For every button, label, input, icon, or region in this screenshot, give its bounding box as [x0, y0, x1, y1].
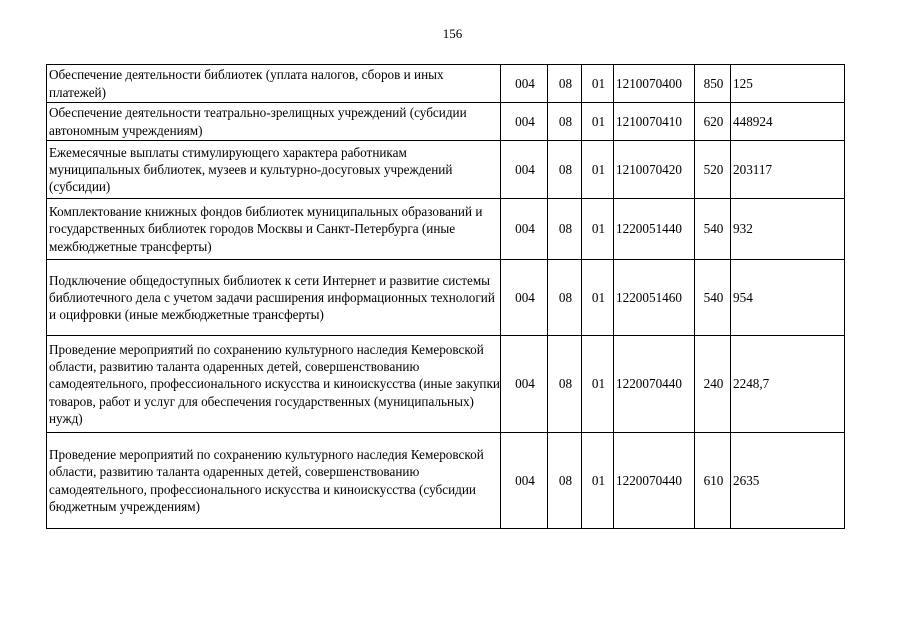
target-article-code: 1220051460	[614, 260, 695, 336]
budget-table	[46, 64, 845, 529]
amount: 125	[731, 65, 845, 103]
table-row	[47, 199, 845, 260]
expense-name: Проведение мероприятий по сохранению культурного наследия Кемеровской области, развитию таланта одаренных детей, совершенствованию самодеятельного, профессионального искусства и киноискусства (иные закупки товаров, работ и услуг для обеспечения государственных (муниципальных) нужд)	[47, 336, 501, 433]
department-code: 004	[501, 260, 548, 336]
expense-name: Ежемесячные выплаты стимулирующего характера работникам муниципальных библиотек, музеев и культурно-досуговых учреждений (субсидии)	[47, 141, 501, 199]
expense-type-code: 610	[695, 433, 731, 529]
section-code: 08	[548, 141, 582, 199]
amount: 932	[731, 199, 845, 260]
amount: 2635	[731, 433, 845, 529]
expense-type-code: 540	[695, 260, 731, 336]
subsection-code: 01	[582, 65, 614, 103]
subsection-code: 01	[582, 199, 614, 260]
table-row	[47, 336, 845, 433]
subsection-code: 01	[582, 103, 614, 141]
department-code: 004	[501, 199, 548, 260]
target-article-code: 1220070440	[614, 336, 695, 433]
department-code: 004	[501, 336, 548, 433]
expense-type-code: 850	[695, 65, 731, 103]
amount: 203117	[731, 141, 845, 199]
section-code: 08	[548, 103, 582, 141]
table-row	[47, 103, 845, 141]
amount: 2248,7	[731, 336, 845, 433]
department-code: 004	[501, 65, 548, 103]
section-code: 08	[548, 199, 582, 260]
target-article-code: 1210070400	[614, 65, 695, 103]
target-article-code: 1220070440	[614, 433, 695, 529]
section-code: 08	[548, 260, 582, 336]
amount: 954	[731, 260, 845, 336]
table-row	[47, 260, 845, 336]
table-row	[47, 433, 845, 529]
expense-name: Подключение общедоступных библиотек к сети Интернет и развитие системы библиотечного дела с учетом задачи расширения информационных технологий и оцифровки (иные межбюджетные трансферты)	[47, 260, 501, 336]
section-code: 08	[548, 336, 582, 433]
department-code: 004	[501, 433, 548, 529]
subsection-code: 01	[582, 141, 614, 199]
expense-name: Обеспечение деятельности театрально-зрелищных учреждений (субсидии автономным учреждениям)	[47, 103, 501, 141]
amount: 448924	[731, 103, 845, 141]
expense-type-code: 620	[695, 103, 731, 141]
subsection-code: 01	[582, 260, 614, 336]
table-row	[47, 65, 845, 103]
expense-name: Обеспечение деятельности библиотек (уплата налогов, сборов и иных платежей)	[47, 65, 501, 103]
subsection-code: 01	[582, 433, 614, 529]
expense-type-code: 240	[695, 336, 731, 433]
expense-name: Проведение мероприятий по сохранению культурного наследия Кемеровской области, развитию таланта одаренных детей, совершенствованию самодеятельного, профессионального искусства и киноискусства (субсидии бюджетным учреждениям)	[47, 433, 501, 529]
target-article-code: 1220051440	[614, 199, 695, 260]
table-row	[47, 141, 845, 199]
department-code: 004	[501, 103, 548, 141]
expense-type-code: 540	[695, 199, 731, 260]
target-article-code: 1210070420	[614, 141, 695, 199]
department-code: 004	[501, 141, 548, 199]
page-number: 156	[442, 26, 463, 41]
section-code: 08	[548, 433, 582, 529]
expense-name: Комплектование книжных фондов библиотек муниципальных образований и государственных библиотек городов Москвы и Санкт-Петербурга (иные межбюджетные трансферты)	[47, 199, 501, 260]
target-article-code: 1210070410	[614, 103, 695, 141]
subsection-code: 01	[582, 336, 614, 433]
expense-type-code: 520	[695, 141, 731, 199]
section-code: 08	[548, 65, 582, 103]
